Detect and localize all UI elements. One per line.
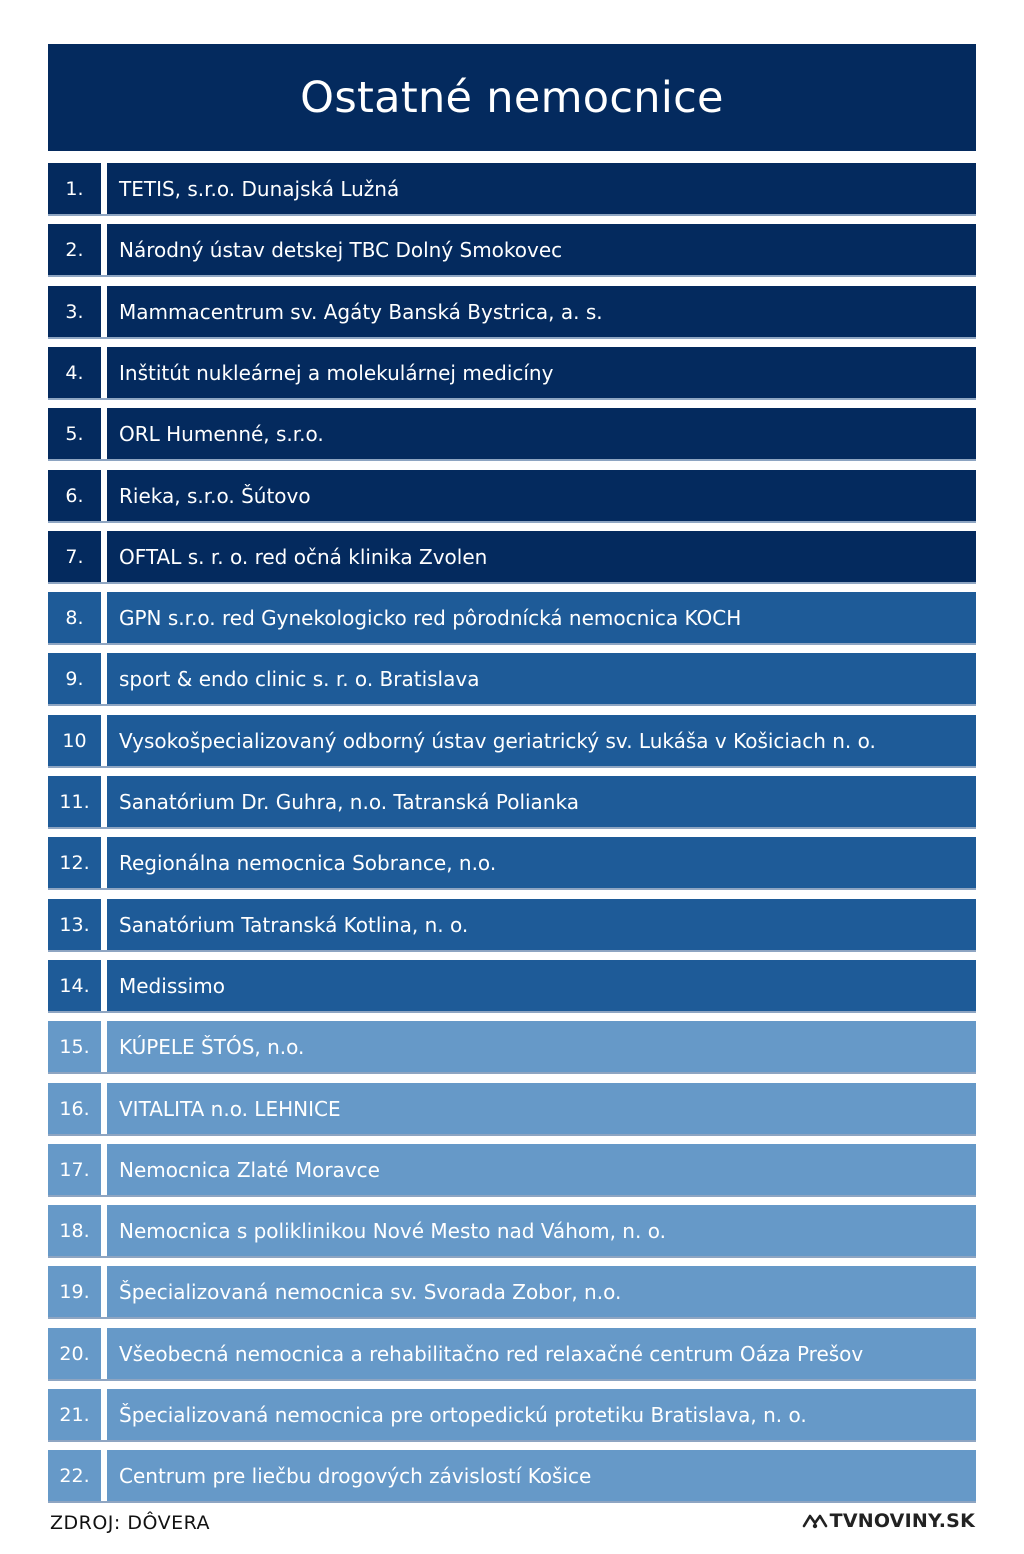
item-number: 5. [48,408,101,459]
title-banner [48,44,976,151]
list-item [48,286,976,339]
list-item [48,224,976,277]
list-item [48,1389,976,1442]
item-number: 17. [48,1144,101,1195]
item-number: 20. [48,1328,101,1379]
item-name: OFTAL s. r. o. red očná klinika Zvolen [107,531,976,582]
item-name: Regionálna nemocnica Sobrance, n.o. [107,837,976,888]
item-number: 13. [48,899,101,950]
item-name: VITALITA n.o. LEHNICE [107,1083,976,1134]
item-number: 3. [48,286,101,337]
list-item [48,470,976,523]
item-name: Rieka, s.r.o. Šútovo [107,470,976,521]
item-number: 1. [48,163,101,214]
item-name: sport & endo clinic s. r. o. Bratislava [107,653,976,704]
item-number: 15. [48,1021,101,1072]
page-title: Ostatné nemocnice [300,72,724,123]
item-name: Špecializovaná nemocnica sv. Svorada Zobor, n.o. [107,1266,976,1317]
item-number: 6. [48,470,101,521]
list-item [48,1205,976,1258]
item-name: Národný ústav detskej TBC Dolný Smokovec [107,224,976,275]
item-number: 8. [48,592,101,643]
brand-name: TVNOVINY.SK [829,1510,975,1532]
item-number: 10 [48,715,101,766]
item-number: 16. [48,1083,101,1134]
list-item [48,408,976,461]
item-number: 11. [48,776,101,827]
list-item [48,531,976,584]
item-name: Inštitút nukleárnej a molekulárnej medicíny [107,347,976,398]
list-item [48,1450,976,1503]
source-label: ZDROJ: DÔVERA [50,1512,211,1534]
item-name: Špecializovaná nemocnica pre ortopedickú protetiku Bratislava, n. o. [107,1389,976,1440]
item-name: Nemocnica s poliklinikou Nové Mesto nad Váhom, n. o. [107,1205,976,1256]
item-number: 19. [48,1266,101,1317]
item-name: Vysokošpecializovaný odborný ústav geriatrický sv. Lukáša v Košiciach n. o. [107,715,976,766]
item-name: Všeobecná nemocnica a rehabilitačno red relaxačné centrum Oáza Prešov [107,1328,976,1379]
list-item [48,1328,976,1381]
list-item [48,899,976,952]
item-number: 12. [48,837,101,888]
item-number: 14. [48,960,101,1011]
list-item [48,960,976,1013]
list-item [48,347,976,400]
list-item [48,592,976,645]
list-item [48,776,976,829]
item-name: TETIS, s.r.o. Dunajská Lužná [107,163,976,214]
item-number: 7. [48,531,101,582]
item-name: Sanatórium Tatranská Kotlina, n. o. [107,899,976,950]
item-number: 22. [48,1450,101,1501]
list-item [48,1266,976,1319]
list-item [48,163,976,216]
item-name: Sanatórium Dr. Guhra, n.o. Tatranská Polianka [107,776,976,827]
item-number: 2. [48,224,101,275]
item-name: Mammacentrum sv. Agáty Banská Bystrica, a. s. [107,286,976,337]
item-number: 18. [48,1205,101,1256]
item-name: KÚPELE ŠTÓS, n.o. [107,1021,976,1072]
tvnoviny-logo-icon [802,1511,828,1531]
list-item [48,1144,976,1197]
item-name: Medissimo [107,960,976,1011]
item-name: ORL Humenné, s.r.o. [107,408,976,459]
list-item [48,715,976,768]
list-item [48,653,976,706]
item-number: 4. [48,347,101,398]
item-name: Nemocnica Zlaté Moravce [107,1144,976,1195]
item-name: GPN s.r.o. red Gynekologicko red pôrodnícká nemocnica KOCH [107,592,976,643]
item-name: Centrum pre liečbu drogových závislostí Košice [107,1450,976,1501]
item-number: 9. [48,653,101,704]
brand-logo [802,1510,975,1532]
item-number: 21. [48,1389,101,1440]
list-item [48,837,976,890]
list-item [48,1083,976,1136]
list-item [48,1021,976,1074]
